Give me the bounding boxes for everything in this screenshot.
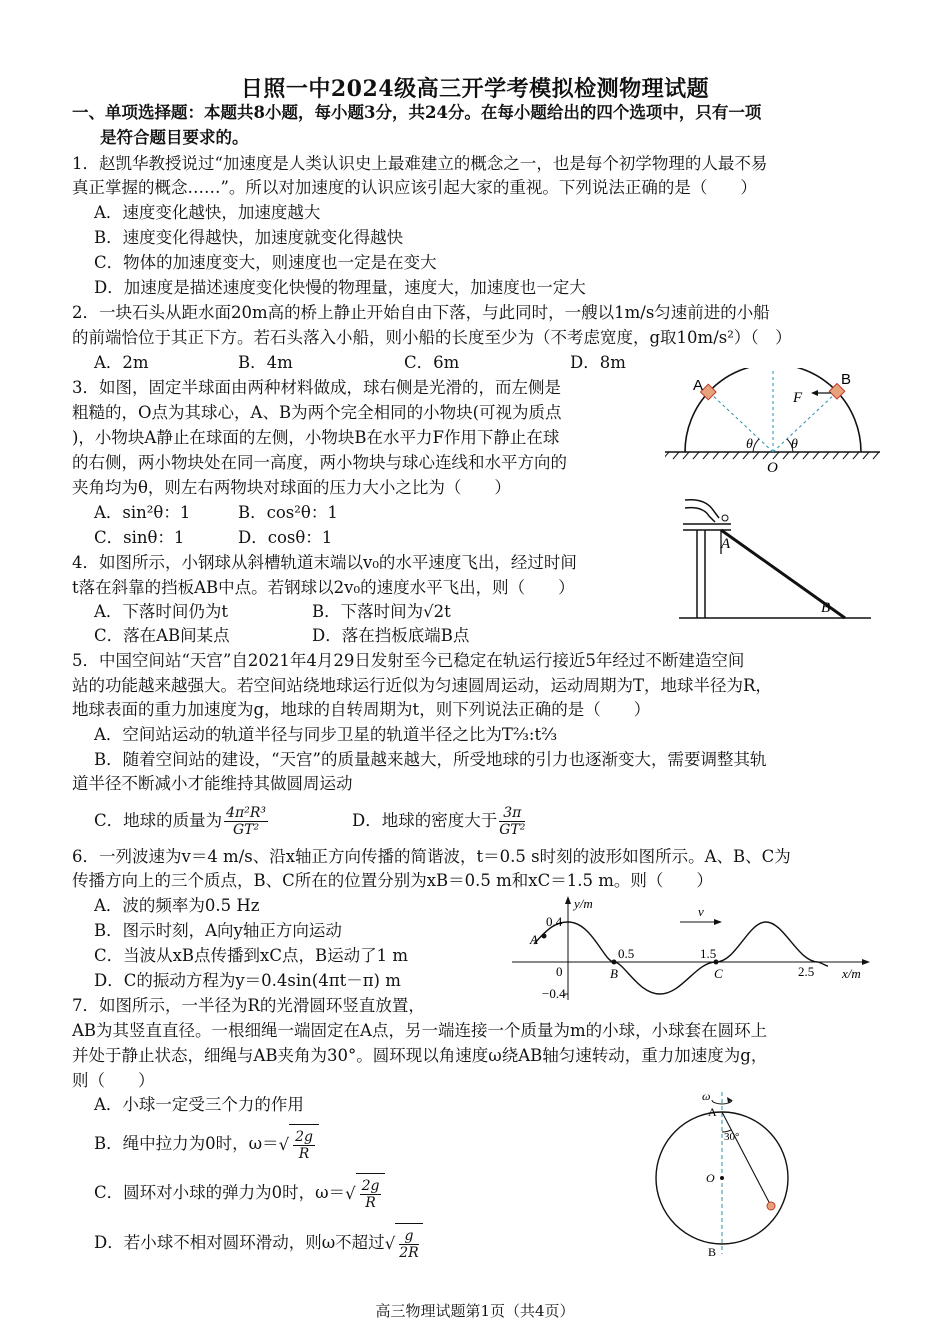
q6-velocity-label: v bbox=[698, 904, 704, 919]
q5-option-c[interactable] bbox=[94, 802, 270, 840]
q7-label-o: O bbox=[706, 1171, 715, 1185]
q5-option-b[interactable]: B．随着空间站的建设，“天宫”的质量越来越大，所受地球的引力也逐渐变大，需要调整其轨 bbox=[94, 750, 767, 769]
q3-stem-5: 夹角均为θ，则左右两物块对球面的压力大小之比为（ ） bbox=[72, 478, 511, 497]
page-footer: 高三物理试题第1页（共4页） bbox=[375, 1302, 575, 1320]
q3-label-theta-right: θ bbox=[791, 437, 798, 452]
q3-stem: 3．如图，固定半球面由两种材料做成，球右侧是光滑的，而左侧是 bbox=[72, 378, 561, 397]
q4-option-d[interactable]: D．落在挡板底端B点 bbox=[312, 626, 470, 645]
q7-option-b-fraction bbox=[293, 1129, 315, 1162]
q4-label-a: A bbox=[721, 536, 731, 552]
q6-option-c[interactable]: C．当波从xB点传播到xC点，B运动了1 m bbox=[94, 946, 408, 965]
q6-point-c: C bbox=[714, 966, 723, 981]
q7-stem-3: 并处于静止状态，细绳与AB夹角为30°。圆环现以角速度ω绕AB轴匀速转动，重力加速度为g， bbox=[72, 1046, 768, 1065]
q5-stem-2: 站的功能越来越强大。若空间站绕地球运行近似为匀速圆周运动，运动周期为T，地球半径为R， bbox=[72, 676, 772, 695]
q1-option-b[interactable]: B．速度变化得越快，加速度就变化得越快 bbox=[94, 228, 404, 247]
q7-c-denominator: R bbox=[365, 1195, 376, 1211]
q6-point-b: B bbox=[610, 966, 618, 981]
q5-c-numerator: 4π²R³ bbox=[226, 805, 266, 821]
q4-stem: 4．如图所示，小钢球从斜槽轨道末端以v₀的水平速度飞出，经过时间 bbox=[72, 553, 577, 572]
q7-option-a[interactable]: A．小球一定受三个力的作用 bbox=[94, 1095, 304, 1114]
q4-label-b: B bbox=[821, 600, 831, 616]
q3-option-c[interactable]: C．sinθ：1 bbox=[94, 528, 185, 547]
q3-hemisphere-figure bbox=[665, 368, 885, 480]
q1-option-d[interactable]: D．加速度是描述速度变化快慢的物理量，速度大，加速度也一定大 bbox=[94, 278, 586, 297]
q6-stem-cont: 传播方向上的三个质点，B、C所在的位置分别为xB＝0.5 m和xC＝1.5 m。则（ ） bbox=[72, 871, 713, 890]
q5-option-b-cont: 道半径不断减小才能维持其做圆周运动 bbox=[72, 774, 353, 793]
q5-c-denominator: GT² bbox=[232, 822, 260, 838]
q2-option-b[interactable]: B．4m bbox=[238, 353, 293, 372]
q6-tick-y-pos: 0.4 bbox=[546, 914, 563, 929]
q6-tick-x1: 0.5 bbox=[618, 946, 635, 961]
q4-option-c[interactable]: C．落在AB间某点 bbox=[94, 626, 230, 645]
q7-option-c-sqrt: √ $\frac{2g}{R}$ bbox=[345, 1173, 385, 1214]
q2-option-d[interactable]: D．8m bbox=[570, 353, 626, 372]
q7-d-denominator: 2R bbox=[399, 1245, 419, 1261]
q7-stem-2: AB为其竖直直径。一根细绳一端固定在A点，另一端连接一个质量为m的小球，小球套在圆环上 bbox=[72, 1021, 768, 1040]
q7-label-a: A bbox=[708, 1105, 717, 1119]
q7-d-numerator: g bbox=[399, 1228, 418, 1245]
q6-tick-x2: 1.5 bbox=[700, 946, 717, 961]
q7-option-c-fraction bbox=[360, 1178, 382, 1211]
q5-option-d-label: D．地球的密度大于 bbox=[352, 811, 498, 830]
q7-ring-figure bbox=[650, 1088, 800, 1258]
q7-option-d-label: D．若小球不相对圆环滑动，则ω不超过 bbox=[94, 1233, 385, 1252]
q5-option-c-fraction bbox=[224, 805, 268, 838]
q1-option-a[interactable]: A．速度变化越快，加速度越大 bbox=[94, 203, 321, 222]
q3-stem-2: 粗糙的，O点为其球心，A、B为两个完全相同的小物块(可视为质点 bbox=[72, 403, 562, 422]
q5-option-d-fraction bbox=[499, 805, 525, 838]
q7-b-numerator: 2g bbox=[295, 1129, 313, 1145]
q7-option-c[interactable] bbox=[94, 1173, 385, 1214]
q2-stem: 2．一块石头从距水面20m高的桥上静止开始自由下落，与此同时，一艘以1m/s匀速前进的小船 bbox=[72, 303, 770, 322]
q5-stem: 5．中国空间站“天宫”自2021年4月29日发射至今已稳定在轨运行接近5年经过不断建造空间 bbox=[72, 651, 745, 670]
q6-tick-y-neg: −0.4 bbox=[542, 986, 566, 1001]
section-header: 一、单项选择题：本题共8小题，每小题3分，共24分。在每小题给出的四个选项中，只有一项 bbox=[72, 103, 762, 122]
q7-label-angle: 30° bbox=[724, 1131, 740, 1143]
q6-wave-figure bbox=[508, 892, 878, 1004]
q7-label-omega: ω bbox=[702, 1089, 711, 1103]
q2-option-a[interactable]: A．2m bbox=[94, 353, 149, 372]
q7-b-denominator: R bbox=[298, 1146, 310, 1162]
q7-option-b-label: B．绳中拉力为0时，ω＝ bbox=[94, 1134, 279, 1153]
q7-label-b: B bbox=[708, 1245, 717, 1258]
q1-stem: 1．赵凯华教授说过“加速度是人类认识史上最难建立的概念之一，也是每个初学物理的人最不易 bbox=[72, 154, 768, 173]
q5-option-d[interactable] bbox=[352, 802, 527, 840]
q5-d-numerator: 3π bbox=[499, 805, 525, 822]
q7-option-b[interactable] bbox=[94, 1124, 319, 1165]
q7-option-b-sqrt: √ $\frac{2g}{R}$ bbox=[279, 1124, 319, 1165]
q6-option-a[interactable]: A．波的频率为0.5 Hz bbox=[94, 896, 260, 915]
q3-label-b: B bbox=[841, 371, 852, 388]
q6-option-b[interactable]: B．图示时刻，A向y轴正方向运动 bbox=[94, 921, 342, 940]
q5-option-a[interactable]: A．空间站运动的轨道半径与同步卫星的轨道半径之比为T⅔:t⅔ bbox=[94, 725, 558, 744]
q6-x-axis-label: x/m bbox=[842, 966, 861, 981]
q3-label-f: F bbox=[793, 390, 803, 406]
q3-label-a: A bbox=[693, 377, 704, 394]
q6-stem: 6．一列波速为v＝4 m/s、沿x轴正方向传播的简谐波，t＝0.5 s时刻的波形如图所示。A、B、C为 bbox=[72, 847, 791, 866]
q3-option-b[interactable]: B．cos²θ：1 bbox=[238, 503, 338, 522]
q7-stem-4: 则（ ） bbox=[72, 1071, 155, 1090]
q7-option-d[interactable] bbox=[94, 1223, 423, 1264]
q3-stem-4: 的右侧，两小物块处在同一高度，两小物块与球心连线和水平方向的 bbox=[72, 453, 567, 472]
q4-stem-cont: t落在斜靠的挡板AB中点。若钢球以2v₀的速度水平飞出，则（ ） bbox=[72, 578, 575, 597]
q6-option-d[interactable]: D．C的振动方程为y＝0.4sin(4πt－π) m bbox=[94, 971, 401, 990]
q7-option-d-sqrt: √ $\frac{g}{2R}$ bbox=[385, 1223, 423, 1264]
q5-stem-3: 地球表面的重力加速度为g，地球的自转周期为t，则下列说法正确的是（ ） bbox=[72, 700, 651, 719]
q6-y-axis-label: y/m bbox=[574, 896, 593, 911]
page-title: 日照一中2024级高三开学考模拟检测物理试题 bbox=[240, 76, 710, 102]
q7-option-c-label: C．圆环对小球的弹力为0时，ω＝ bbox=[94, 1183, 346, 1202]
q4-incline-figure bbox=[675, 488, 875, 648]
q3-option-d[interactable]: D．cosθ：1 bbox=[238, 528, 333, 547]
q3-label-theta-left: θ bbox=[746, 437, 753, 452]
q2-option-c[interactable]: C．6m bbox=[404, 353, 460, 372]
q5-option-c-label: C．地球的质量为 bbox=[94, 811, 223, 830]
q6-tick-x3: 2.5 bbox=[798, 964, 815, 979]
q3-stem-3: )，小物块A静止在球面的左侧，小物块B在水平力F作用下静止在球 bbox=[72, 428, 560, 447]
q3-label-o: O bbox=[767, 460, 778, 476]
q1-stem-cont: 真正掌握的概念……”。所以对加速度的认识应该引起大家的重视。下列说法正确的是（ ） bbox=[72, 178, 757, 197]
q5-d-denominator: GT² bbox=[499, 822, 526, 838]
q7-stem: 7．如图所示，一半径为R的光滑圆环竖直放置， bbox=[72, 996, 425, 1015]
q4-option-a[interactable]: A．下落时间仍为t bbox=[94, 602, 229, 621]
q3-option-a[interactable]: A．sin²θ：1 bbox=[94, 503, 191, 522]
q4-option-b[interactable]: B．下落时间为√2t bbox=[312, 602, 451, 621]
q1-option-c[interactable]: C．物体的加速度变大，则速度也一定是在变大 bbox=[94, 253, 437, 272]
q2-stem-cont: 的前端恰位于其正下方。若石头落入小船，则小船的长度至少为（不考虑宽度，g取10m/s²）（ ） bbox=[72, 328, 792, 347]
q7-c-numerator: 2g bbox=[361, 1178, 380, 1194]
q7-option-d-fraction bbox=[399, 1228, 418, 1261]
q6-tick-origin: 0 bbox=[556, 964, 563, 979]
section-header-cont: 是符合题目要求的。 bbox=[100, 128, 249, 147]
q6-point-a: A bbox=[530, 932, 538, 947]
